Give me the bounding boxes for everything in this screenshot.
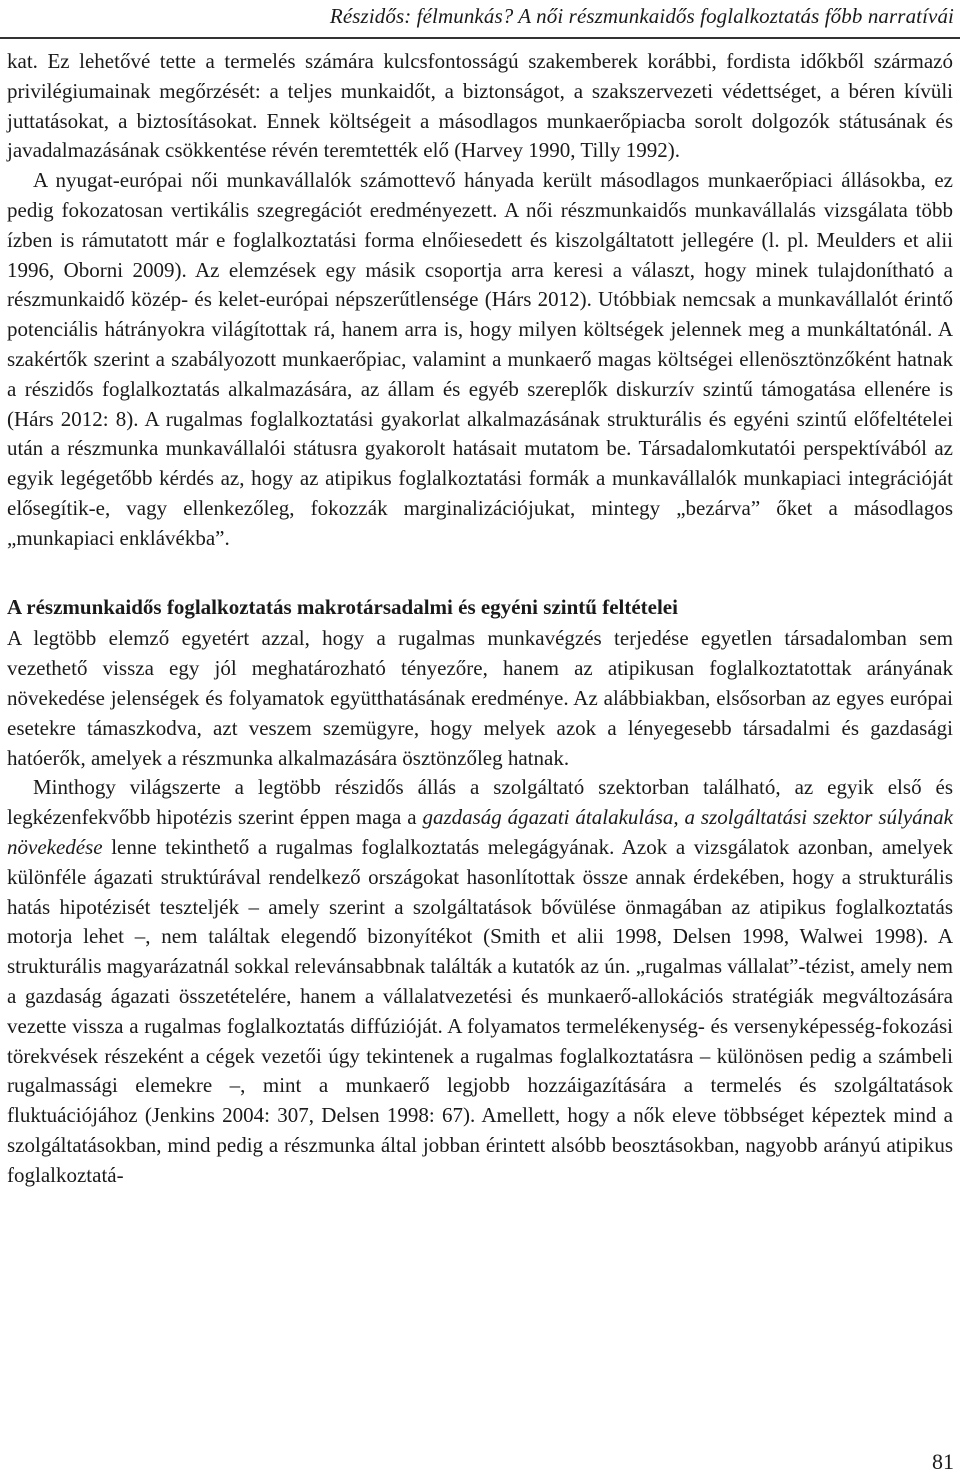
paragraph-text: lenne tekinthető a rugalmas foglalkoztatás melegágyának. Azok a vizsgálatok azonban, amelyek különféle ágazati struktúrával rendelkező országokat hasonlítottak össze annak érdekében, hogy a strukturális hatás hipotézisét teszteljék – amely szerint a szolgáltatások bővülése önmagában az atipikus foglalkoztatás motorja lehet –, nem találtak elegendő bizonyítékot (Smith et alii 1998, Delsen 1998, Walwei 1998). A strukturális magyarázatnál sokkal relevánsabbnak találták a kutatók az ún. „rugalmas vállalat”-tézist, amely nem a gazdaság ágazati összetételére, hanem a vállalatvezetési és munkaerő-allokációs stratégiák megváltozására vezette vissza a rugalmas foglalkoztatás diffúzióját. A folyamatos termelékenység- és versenyképesség-fokozási törekvések részeként a cégek vezetői úgy tekintenek a rugalmas foglalkoztatásra – különösen pedig a számbeli rugalmassági elemekre –, mint a munkaerő legjobb hozzáigazítására a termelés és szolgáltatások fluktuációjához (Jenkins 2004: 307, Delsen 1998: 67). Amellett, hogy a nők eleve többséget képeztek mind a szolgáltatásokban, mind pedig a részmunka által jobban érintett alsóbb beosztásokban, nagyobb arányú atipikus foglalkoztatá-	[7, 834, 953, 1187]
header-rule	[0, 37, 960, 39]
page-number: 81	[932, 1449, 954, 1474]
emphasized-text: gazdaság ágazati átalakulása, a szolgáltatási szektor súlyának növekedése	[7, 805, 953, 859]
paragraph: A legtöbb elemző egyetért azzal, hogy a rugalmas munkavégzés terjedése egyetlen társadalomban sem vezethető vissza egy jól meghatározható tényezőre, hanem az atipikusan foglalkoztatottak arányának növekedése jelenségek és folyamatok együtthatásának eredménye. Az alábbiakban, elsősorban az egyes európai esetekre támaszkodva, azt veszem szemügyre, hogy melyek azok a lényegesebb társadalmi és gazdasági hatóerők, amelyek a részmunka alkalmazására ösztönzőleg hatnak.	[7, 626, 953, 770]
page-body	[7, 47, 953, 1190]
paragraph-continued: kat. Ez lehetővé tette a termelés számára kulcsfontosságú szakemberek korábbi, fordista időkből származó privilégiumainak megőrzését: a teljes munkaidőt, a biztonságot, a szakszervezeti védettséget, a béren kívüli juttatásokat, a biztosításokat. Ennek költségeit a másodlagos munkaerőpiacba sorolt dolgozók státusának és javadalmazásának csökkentése révén teremtették elő (Harvey 1990, Tilly 1992).	[7, 49, 953, 163]
paragraph	[7, 773, 953, 1190]
running-head: Részidős: félmunkás? A női részmunkaidős foglalkoztatás főbb narratívái	[329, 4, 954, 28]
section-heading: A részmunkaidős foglalkoztatás makrotársadalmi és egyéni szintű feltételei	[7, 594, 678, 619]
paragraph: A nyugat-európai női munkavállalók számottevő hányada került másodlagos munkaerőpiaci állásokba, ez pedig fokozatosan vertikális szegregációt eredményezett. A női részmunkaidős munkavállalás vizsgálata több ízben is rámutatott már e foglalkoztatási forma elnőiesedett és kiszolgáltatott jellegére (l. pl. Meulders et alii 1996, Oborni 2009). Az elemzések egy másik csoportja arra keresi a választ, hogy minek tulajdonítható a részmunkaidő közép- és kelet-európai népszerűtlensége (Hárs 2012). Utóbbiak nemcsak a munkavállalót érintő potenciális hátrányokra világítottak rá, hanem arra is, hogy milyen költségek jelennek meg a munkáltatónál. A szakértők szerint a szabályozott munkaerőpiac, valamint a munkaerő magas költségei ellenösztönzőként hatnak a részidős foglalkoztatás alkalmazására, az állam és egyéb szereplők diskurzív szintű támogatása ellenére is (Hárs 2012: 8). A rugalmas foglalkoztatási gyakorlat alkalmazásának strukturális és egyéni szintű előfeltételei után a részmunka munkavállalói státusra gyakorolt hatásait mutatom be. Társadalomkutatói perspektívából az egyik legégetőbb kérdés az, hogy az atipikus foglalkoztatási formák a munkavállalók munkapiaci integrációját elősegítik-e, vagy ellenkezőleg, fokozzák marginalizációjukat, mintegy „bezárva” őket a másodlagos „munkapiaci enklávékba”.	[7, 168, 953, 550]
paragraph-text: Minthogy világszerte a legtöbb részidős állás a szolgáltató szektorban található, az egyik első és legkézenfekvőbb hipotézis szerint éppen maga a	[7, 775, 953, 830]
